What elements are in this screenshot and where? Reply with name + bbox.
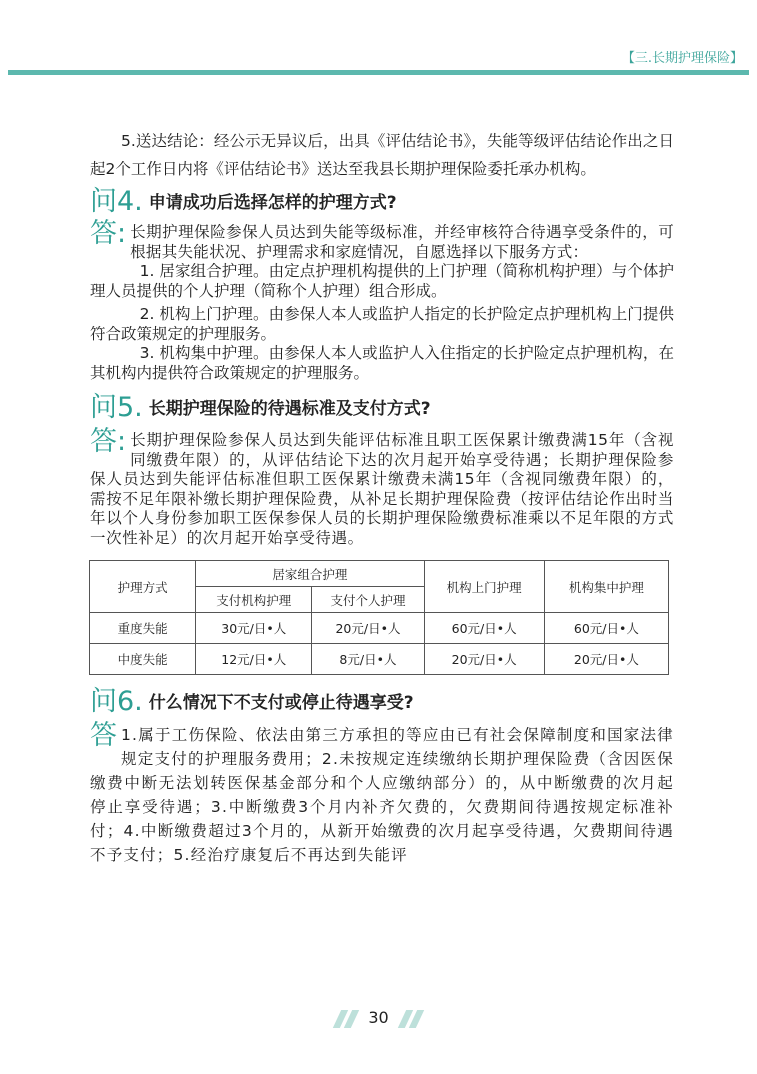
question-4: [90, 185, 674, 217]
table-row: [90, 644, 669, 675]
answer-4-item-2: 2. 机构上门护理。由参保人本人或监护人指定的长护险定点护理机构上门提供符合政策规定的护理服务。: [90, 305, 674, 343]
question-4-mark: 问4.: [90, 186, 143, 217]
question-5-mark: 问5.: [90, 392, 143, 423]
question-6-mark: 问6.: [90, 686, 143, 717]
answer-5-text: 长期护理保险参保人员达到失能评估标准且职工医保累计缴费满15年（含视同缴费年限）的，从评估结论下达的次月起开始享受待遇；长期护理保险参保人员达到失能评估标准但职工医保累计缴费未满15年（含视同缴费年限）的，需按不足年限补缴长期护理保险费，从补足长期护理保险费（按评估结论作出时当年以个人身份参加职工医保参保人员的长期护理保险缴费标准乘以不足年限的方式一次性补足）的次月起开始享受待遇。: [90, 431, 674, 547]
table-cell-inst: 12元/日•人: [196, 644, 312, 675]
question-6-text: 什么情况下不支付或停止待遇享受?: [148, 693, 414, 713]
answer-6: [90, 720, 674, 867]
answer-4-mark: 答:: [90, 218, 127, 249]
table-header-home-combo: 居家组合护理: [196, 561, 424, 587]
answer-5: [90, 426, 674, 548]
table-header-institution-visit: 机构上门护理: [424, 561, 544, 613]
benefits-table: [89, 560, 669, 675]
table-cell-level: 重度失能: [90, 613, 196, 644]
answer-4: [90, 218, 674, 383]
table-row: [90, 613, 669, 644]
section-tag: 【三.长期护理保险】: [621, 51, 743, 66]
table-cell-visit: 60元/日•人: [424, 613, 544, 644]
question-5: [90, 391, 674, 423]
answer-4-item-3: 3. 机构集中护理。由参保人本人或监护人入住指定的长护险定点护理机构，在其机构内提供符合政策规定的护理服务。: [90, 344, 674, 382]
question-5-text: 长期护理保险的待遇标准及支付方式?: [148, 399, 431, 419]
answer-6-mark: 答: [90, 720, 117, 751]
answer-4-item-1: 1. 居家组合护理。由定点护理机构提供的上门护理（简称机构护理）与个体护理人员提供的个人护理（简称个人护理）组合形成。: [90, 262, 674, 300]
answer-4-intro: 长期护理保险参保人员达到失能等级标准，并经审核符合待遇享受条件的，可根据其失能状况、护理需求和家庭情况，自愿选择以下服务方式：: [130, 223, 674, 261]
table-header-row: [90, 561, 669, 587]
table-cell-central: 20元/日•人: [544, 644, 668, 675]
answer-5-mark: 答:: [90, 426, 127, 457]
table-cell-central: 60元/日•人: [544, 613, 668, 644]
table-cell-visit: 20元/日•人: [424, 644, 544, 675]
page-content: [90, 128, 674, 867]
page-footer: [0, 1008, 757, 1028]
header-rule: [8, 70, 749, 75]
intro-paragraph: 5.送达结论：经公示无异议后，出具《评估结论书》，失能等级评估结论作出之日起2个工作日内将《评估结论书》送达至我县长期护理保险委托承办机构。: [90, 132, 674, 178]
table-cell-indiv: 8元/日•人: [312, 644, 424, 675]
question-4-text: 申请成功后选择怎样的护理方式?: [148, 193, 397, 213]
table-header-home-institution: 支付机构护理: [196, 587, 312, 613]
answer-6-text: 1.属于工伤保险、依法由第三方承担的等应由已有社会保障制度和国家法律规定支付的护理服务费用；2.未按规定连续缴纳长期护理保险费（含因医保缴费中断无法划转医保基金部分和个人应缴纳部分）的，从中断缴费的次月起停止享受待遇；3.中断缴费3个月内补齐欠费的，欠费期间待遇按规定标准补付；4.中断缴费超过3个月的，从新开始缴费的次月起享受待遇，欠费期间待遇不予支付；5.经治疗康复后不再达到失能评: [90, 726, 674, 864]
table-cell-level: 中度失能: [90, 644, 196, 675]
table-header-institution-central: 机构集中护理: [544, 561, 668, 613]
page-number: 30: [368, 1008, 389, 1027]
table-header-home-individual: 支付个人护理: [312, 587, 424, 613]
answer-4-text: [90, 218, 674, 383]
table-header-care-mode: 护理方式: [90, 561, 196, 613]
table-cell-inst: 30元/日•人: [196, 613, 312, 644]
table-cell-indiv: 20元/日•人: [312, 613, 424, 644]
question-6: [90, 685, 674, 717]
